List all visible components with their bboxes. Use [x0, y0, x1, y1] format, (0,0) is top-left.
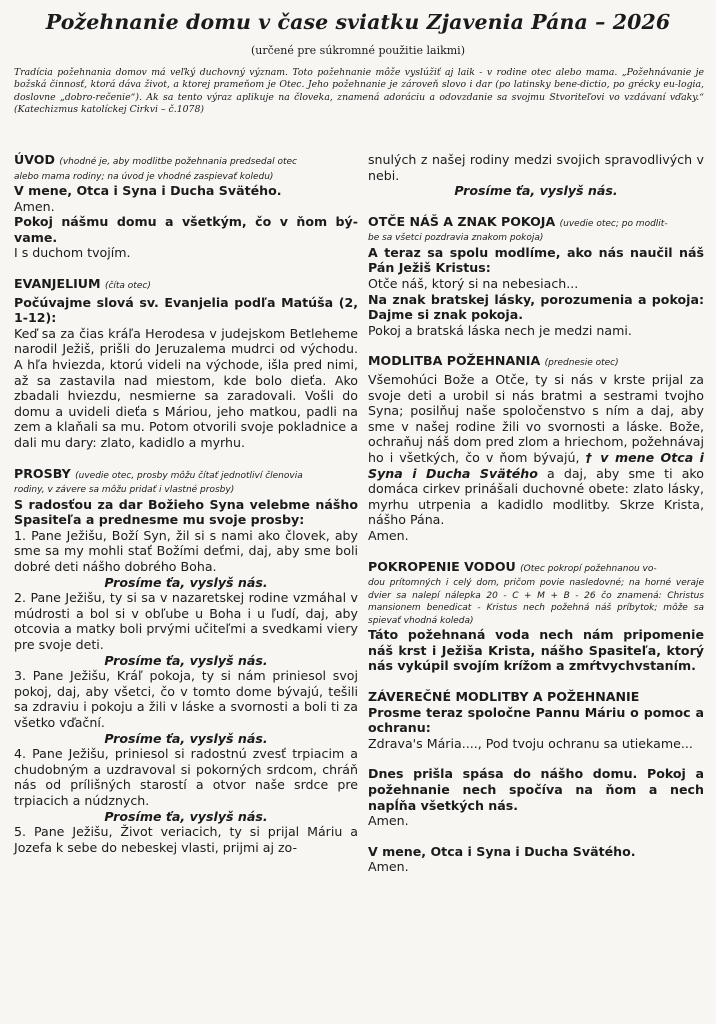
otce-nas-line: Pokoj a bratská láska nech je medzi nami.	[368, 322, 632, 338]
section-modlitba-note: (prednesie otec)	[544, 358, 619, 369]
section-prosby-heading: PROSBY	[14, 465, 71, 481]
section-prosby-note: (uvedie otec, prosby môžu čítať jednotliví členovia	[75, 470, 303, 481]
modlitba-text-1: Všemohúci Bože a Otče, ty si nás v krste prijal za svoje deti a urobil si nás bratmi a sestrami tvojho Syna; posilňuj naše spoločenstvo s ním a daj, aby sme v našej rodine žili vo svornosti a láske. Bože, ochraňuj náš dom pred zlom a hriechom, požehnávaj ho i všetkých, čo v ňom bývajú,	[368, 372, 704, 465]
modlitba-text	[368, 372, 704, 528]
response-line: Prosíme ťa, vyslyš nás.	[104, 574, 268, 590]
right-column	[368, 152, 704, 875]
section-evanjelium	[14, 276, 358, 295]
modlitba-amen: Amen.	[368, 527, 409, 543]
section-evanjelium-note: (číta otec)	[104, 281, 151, 292]
otce-nas-line: Na znak bratskej lásky, porozumenia a pokoja: Dajme si znak pokoja.	[368, 291, 704, 323]
response-line: Prosíme ťa, vyslyš nás.	[104, 652, 268, 668]
section-pokropenie-heading: POKROPENIE VODOU	[368, 558, 516, 574]
section-prosby-note-2: rodiny, v závere sa môžu pridať i vlastné prosby)	[14, 485, 235, 496]
section-pokropenie	[368, 559, 704, 578]
response-line: Prosíme ťa, vyslyš nás.	[104, 808, 268, 824]
section-evanjelium-heading: EVANJELIUM	[14, 276, 101, 292]
prosby-intro: S radosťou za dar Božieho Syna velebme nášho Spasiteľa a prednesme mu svoje prosby:	[14, 496, 358, 528]
zaverecne-line: Prosme teraz spoločne Pannu Máriu o pomoc a ochranu:	[368, 704, 704, 736]
section-uvod-note-2: alebo mama rodiny; na úvod je vhodné zaspievať koledu)	[14, 171, 274, 182]
prosba-item: 1. Pane Ježišu, Boží Syn, žil si s nami ako človek, aby sme sa my mohli stať Božími deťmi, daj, aby sme boli dobré deti nášho dobrého Boha.	[14, 527, 358, 575]
section-prosby	[14, 466, 358, 485]
modlitba-text-2: a daj, aby sme ti ako domáca cirkev prinášali duchovné obete: zlato lásky, myrhu utrpenia a kadidlo modlitby. Skrze Krista, nášho Pána.	[368, 465, 704, 528]
section-zaverecne	[368, 689, 704, 705]
end-line: V mene, Otca i Syna i Ducha Svätého.	[368, 843, 636, 859]
prosba-item: 2. Pane Ježišu, ty si sa v nazaretskej rodine vzmáhal v múdrosti a bol si v obľube u Boha i u ľudí, daj, aby otcovia a matky boli prvými učiteľmi a svedkami viery pre svoje deti.	[14, 590, 358, 653]
section-zaverecne-heading: ZÁVEREČNÉ MODLITBY A POŽEHNANIE	[368, 688, 640, 704]
evanjelium-text: Keď sa za čias kráľa Herodesa v judejskom Betleheme narodil Ježiš, prišli do Jeruzalema mudrci od východu. A hľa hviezda, ktorú videli na východe, išla pred nimi, až sa zastavila nad miestom, kde bolo dieťa. Ako zbadali hviezdu, nesmierne sa zaradovali. Vošli do domu a uvideli dieťa s Máriou, jeho matkou, padli na zem a klaňali sa mu. Potom otvorili svoje pokladnice a dali mu dary: zlato, kadidlo a myrhu.	[14, 325, 358, 450]
uvod-line: Pokoj nášmu domu a všetkým, čo v ňom bývame.	[14, 214, 358, 245]
prosba-item: 4. Pane Ježišu, priniesol si radostnú zvesť trpiacim a chudobným a uzdravoval si pokorných srdcom, chráň nás od prílišných starostí a otvor naše srdce pre trpiacich a núdznych.	[14, 746, 358, 808]
zaverecne-line: Dnes prišla spása do nášho domu. Pokoj a požehnanie nech spočíva na ňom a nech napĺňa všetkých nás.	[368, 766, 704, 813]
otce-nas-line: A teraz sa spolu modlíme, ako nás naučil náš Pán Ježiš Kristus:	[368, 244, 704, 276]
modlitba-blessing: † v mene Otca i Syna i Ducha Svätého	[368, 450, 704, 481]
section-otce-nas-note: (uvedie otec; po modlit-	[559, 218, 668, 229]
page-title: Požehnanie domu v čase sviatku Zjavenia Pána – 2026	[45, 10, 671, 34]
response-line: Prosíme ťa, vyslyš nás.	[454, 183, 618, 199]
page-subtitle: (určené pre súkromné použitie laikmi)	[250, 44, 465, 57]
response-line: Prosíme ťa, vyslyš nás.	[104, 730, 268, 746]
zaverecne-line: Zdrava's Mária...., Pod tvoju ochranu sa utiekame...	[368, 735, 693, 751]
section-modlitba-heading: MODLITBA POŽEHNANIA	[368, 353, 541, 369]
zaverecne-amen: Amen.	[368, 813, 409, 829]
prosba-item: 5. Pane Ježišu, Život veriacich, ty si prijal Máriu a Jozefa k sebe do nebeskej vlasti, prijmi aj zo-	[14, 824, 358, 855]
uvod-line: Amen.	[14, 198, 55, 214]
end-amen: Amen.	[368, 859, 409, 875]
prosba-item-continued: snulých z našej rodiny medzi svojich spravodlivých v nebi.	[368, 152, 704, 183]
uvod-line: I s duchom tvojím.	[14, 245, 131, 261]
section-otce-nas-heading: OTČE NÁŠ A ZNAK POKOJA	[368, 213, 556, 229]
section-modlitba	[368, 353, 704, 372]
section-pokropenie-note: (Otec pokropí požehnanou vo-	[520, 563, 657, 574]
evanjelium-intro: Počúvajme slová sv. Evanjelia podľa Matúša (2, 1-12):	[14, 294, 358, 326]
section-otce-nas	[368, 214, 704, 233]
section-otce-nas-note-2: be sa všetci pozdravia znakom pokoja)	[368, 233, 544, 244]
section-pokropenie-note-2: dou prítomných i celý dom, pričom povie nasledovné; na horné veraje dvier sa nalepí nálepka 20 - C + M + B - 26 čo znamená: Christus mansionem benedicat - Kristus nech požehná náš príbytok; môže sa spievať vhodná koleda)	[368, 578, 704, 626]
otce-nas-line: Otče náš, ktorý si na nebesiach...	[368, 276, 579, 292]
section-uvod-heading: ÚVOD	[14, 152, 55, 167]
left-column	[14, 152, 358, 855]
uvod-line: V mene, Otca i Syna i Ducha Svätého.	[14, 183, 282, 199]
section-uvod-note: (vhodné je, aby modlitbe požehnania predsedal otec	[59, 157, 297, 167]
intro-paragraph: Tradícia požehnania domov má veľký duchovný význam. Toto požehnanie môže vyslúžiť aj laik - v rodine otec alebo mama. „Požehnávanie je božská činnosť, ktorá dáva život, a ktorej prameňom je Otec. Jeho požehnanie je zároveň slovo i dar (po latinsky bene-dictio, po grécky eu-logia, doslovne „dobro-rečenie“). Ak sa tento výraz aplikuje na človeka, znamená adoráciu a odovzdanie sa svojmu Stvoriteľovi vo vzdávaní vďaky.“ (Katechizmus katolíckej Cirkvi – č.1078)	[14, 67, 704, 115]
prosba-item: 3. Pane Ježišu, Kráľ pokoja, ty si nám priniesol svoj pokoj, daj, aby všetci, čo v tomto dome bývajú, tešili sa zdraviu i pokoju a žili v láske a svornosti a boli ti za všetko vďační.	[14, 668, 358, 730]
section-uvod	[14, 152, 358, 171]
pokropenie-text: Táto požehnaná voda nech nám pripomenie náš krst i Ježiša Krista, nášho Spasiteľa, ktorý nás vykúpil svojím krížom a zmŕtvychvstaním.	[368, 627, 704, 674]
